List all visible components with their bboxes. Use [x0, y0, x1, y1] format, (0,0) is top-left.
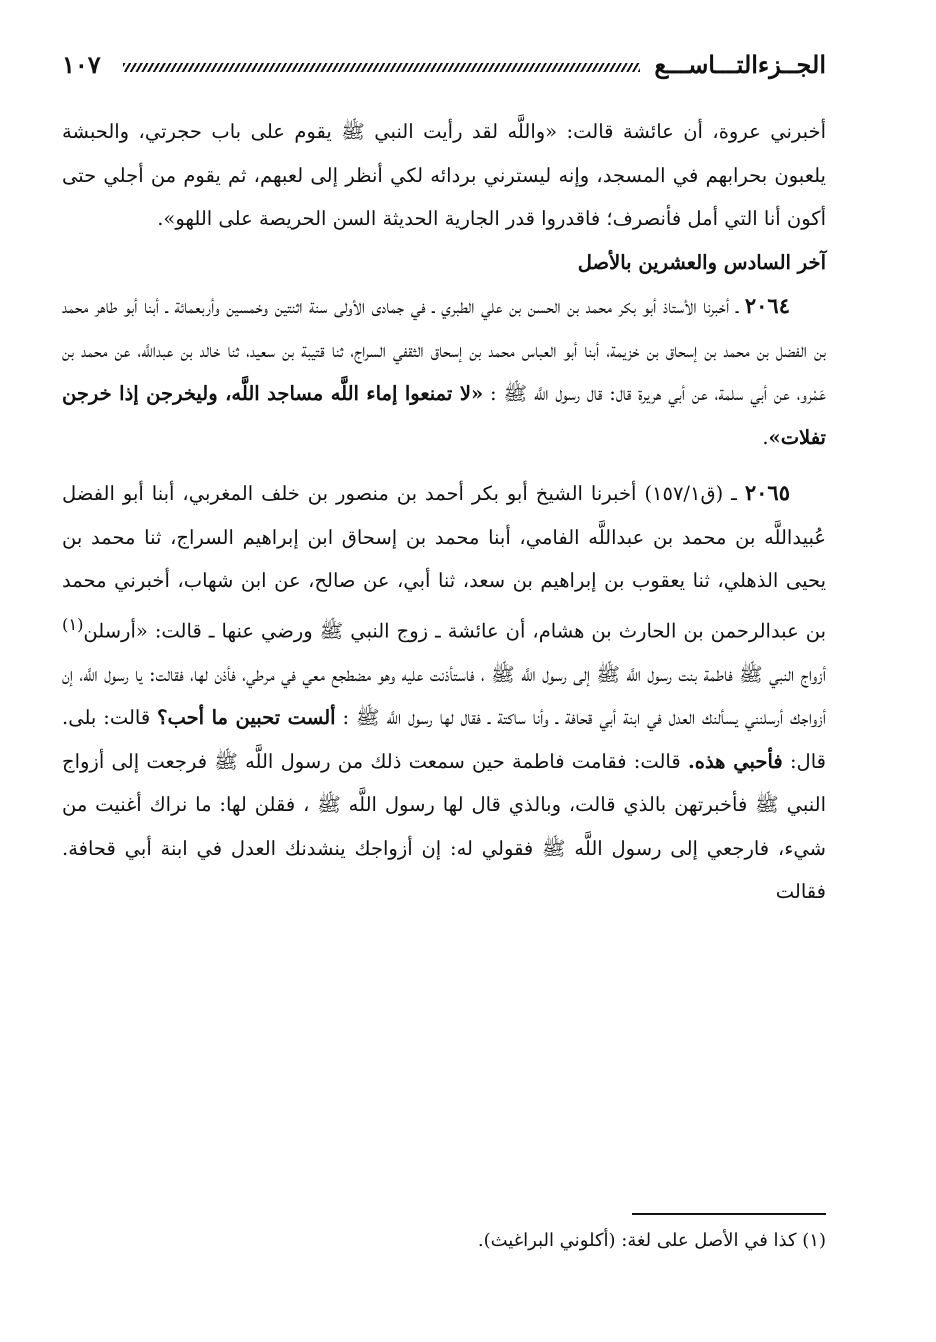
hadith-2064-matn: «لا تمنعوا إماء اللَّه مساجد اللَّه، وليخرجن إذا خرجن تفلات» — [62, 382, 826, 449]
header-rule — [123, 63, 641, 72]
hadith-entry-2065 — [62, 471, 826, 914]
hadith-2065-part2: أزواج النبي ﷺ فاطمة بنت رسول اللَّه ﷺ إلى رسول اللَّه ﷺ ، فاستأذنت عليه وهو مضطجع معي في مرطي، فأذن لها، فقالت: يا رسول اللَّه، إن أزواجك أرسلنني يسألنك العدل في ابنة أبي قحافة ـ وأنا ساكتة ـ فقال لها رسول اللَّه ﷺ : — [62, 662, 826, 729]
hadith-2065-part4: قالت: فقامت فاطمة حين سمعت ذلك من رسول اللَّه ﷺ فرجعت إلى أزواج النبي ﷺ فأخبرتهن بالذي قالت، وبالذي قال لها رسول اللَّه ﷺ ، فقلن لها: ما نراك أغنيت من شيء، فارجعي إلى رسول اللَّه ﷺ فقولي له: إن أزواجك ينشدنك العدل في ابنة أبي قحافة. فقالت — [62, 749, 826, 903]
section-heading: آخر السادس والعشرين بالأصل — [577, 250, 826, 274]
hadith-number: ٢٠٦٤ — [744, 293, 790, 318]
hadith-2065-text — [62, 471, 826, 914]
volume-title: الجــزءالتـــاســـع — [654, 49, 826, 79]
hadith-2065-bold-2: فأحبي هذه. — [687, 749, 783, 773]
body-text — [62, 110, 826, 914]
hadith-number: ٢٠٦٥ — [744, 480, 790, 505]
hadith-entry-2064 — [62, 284, 826, 459]
running-header — [62, 40, 826, 88]
page-number: ١٠٧ — [62, 49, 101, 79]
hadith-2064-end: . — [762, 425, 769, 449]
footnote-ref: (١) — [62, 614, 84, 634]
hadith-2065-part1: ـ (ق١٥٧/١) أخبرنا الشيخ أبو بكر أحمد بن منصور بن خلف المغربي، أبنا أبو الفضل عُبيداللَّه بن محمد بن عبداللَّه الفامي، أبنا محمد بن إسحاق ابن إبراهيم السراج، ثنا محمد بن يحيى الذهلي، ثنا يعقوب بن إبراهيم بن سعد، ثنا أبي، عن صالح، عن ابن شهاب، أخبرني محمد بن عبدالرحمن بن الحارث بن هشام، أن عائشة ـ زوج النبي ﷺ ورضي عنها ـ قالت: «أرسلن — [62, 482, 826, 642]
hadith-2065-bold-1: ألست تحبين ما أحب؟ — [157, 706, 336, 729]
hadith-2064-text — [62, 284, 826, 459]
hadith-2065-part3: قالت: بلى. قال: — [62, 706, 826, 773]
footnote: (١) كذا في الأصل على لغة: (أكلوني البراغيث). — [477, 1230, 826, 1251]
footnote-rule — [632, 1213, 826, 1215]
intro-paragraph: أخبرني عروة، أن عائشة قالت: «واللَّه لقد رأيت النبي ﷺ يقوم على باب حجرتي، والحبشة يلعبون بحرابهم في المسجد، وإنه ليسترني بردائه لكي أنظر إلى لعبهم، ثم يقوم من أجلي حتى أكون أنا التي أمل فأنصرف؛ فاقدروا قدر الجارية الحديثة السن الحريصة على اللهو». — [62, 120, 826, 230]
book-page — [62, 40, 826, 1302]
hadith-2064-chain: ـ أخبرنا الأستاذ أبو بكر محمد بن الحسن بن علي الطبري ـ في جمادى الأولى سنة اثنتين وخمسين وأربعمائة ـ أبنا أبو طاهر محمد بن الفضل بن محمد بن إسحاق بن خزيمة، أبنا أبو العباس محمد بن إسحاق الثقفي السراج، ثنا قتيبة بن سعيد، ثنا خالد بن عبداللَّه، عن محمد بن عَمْرو، عن أبي سلمة، عن أبي هريرة قال: قال رسول اللَّه ﷺ : — [62, 295, 826, 405]
